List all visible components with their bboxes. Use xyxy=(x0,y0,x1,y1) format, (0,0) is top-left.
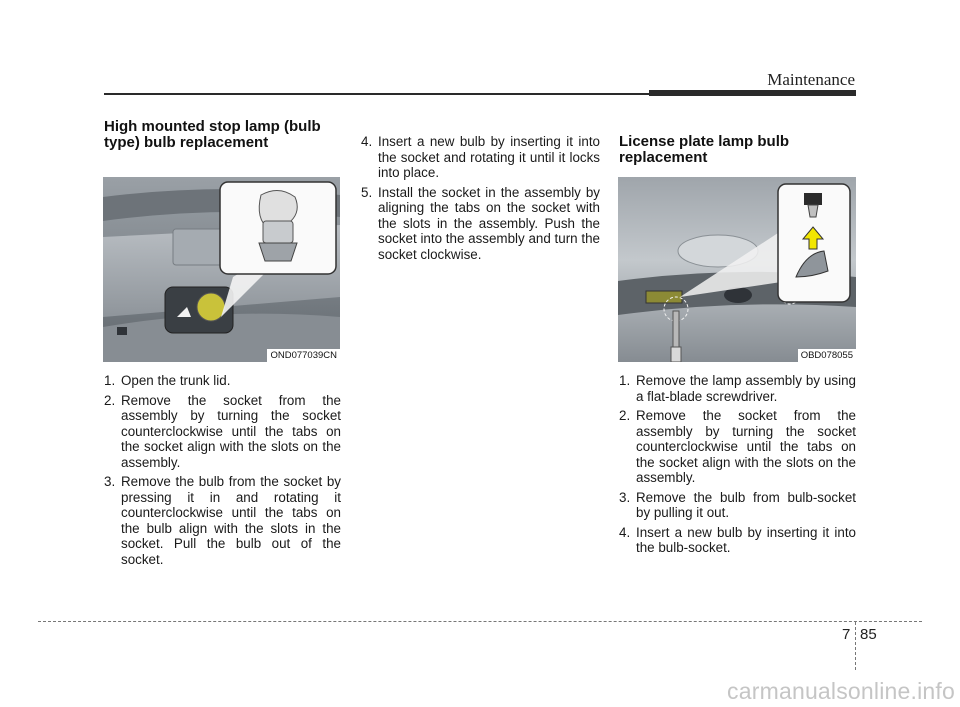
step-number: 1. xyxy=(104,373,116,388)
right-heading xyxy=(619,134,859,166)
chapter-number: 7 xyxy=(842,626,851,643)
license-lamp-figure xyxy=(618,177,856,362)
step-number: 5. xyxy=(361,184,373,200)
step-text: Insert a new bulb by inserting it into the bulb-socket. xyxy=(636,524,856,555)
header-rule-accent xyxy=(649,90,856,96)
left-heading-line1: High mounted stop lamp (bulb xyxy=(104,118,321,135)
step-number: 4. xyxy=(619,524,631,540)
license-lamp-illustration xyxy=(618,177,856,362)
list-item xyxy=(361,185,600,263)
left-steps xyxy=(104,373,341,571)
figure-code: OBD078055 xyxy=(798,349,856,362)
step-text: Insert a new bulb by inserting it into the socket and rotating it until it locks into place. xyxy=(378,134,600,180)
step-number: 2. xyxy=(104,392,116,408)
left-heading-line2: type) bulb replacement xyxy=(104,134,269,151)
list-item xyxy=(619,408,856,486)
footer-divider xyxy=(855,622,856,670)
step-text: Open the trunk lid. xyxy=(121,373,231,388)
watermark: carmanualsonline.info xyxy=(727,678,955,704)
figure-code: OND077039CN xyxy=(267,349,340,362)
list-item xyxy=(104,393,341,471)
step-text: Install the socket in the assembly by aligning the tabs on the socket with the slots in the assembly. Push the socket into the assembly and turn the socket clockwise. xyxy=(378,184,600,262)
list-item xyxy=(361,134,600,181)
list-item xyxy=(619,525,856,556)
footer-rule xyxy=(38,621,922,622)
step-text: Remove the bulb from the socket by pressing it in and rotating it counterclockwise until the tabs on the bulb align with the slots in the socket. Pull the bulb out of the socket. xyxy=(121,474,341,567)
step-number: 3. xyxy=(104,474,116,489)
step-number: 1. xyxy=(619,373,631,388)
right-steps xyxy=(619,373,856,560)
step-number: 2. xyxy=(619,408,631,423)
right-heading-line2: replacement xyxy=(619,149,708,166)
middle-steps xyxy=(361,134,600,266)
list-item xyxy=(619,490,856,521)
list-item xyxy=(619,373,856,404)
step-text: Remove the lamp assembly by using a flat-blade screwdriver. xyxy=(636,373,856,404)
step-number: 3. xyxy=(619,489,631,505)
right-heading-line1: License plate lamp bulb xyxy=(619,133,790,150)
stop-lamp-illustration xyxy=(103,177,340,362)
list-item xyxy=(104,373,341,389)
step-text: Remove the socket from the assembly by turning the socket counterclockwise until the tabs on the socket align with the slots on the assembly. xyxy=(636,408,856,485)
step-text: Remove the socket from the assembly by turning the socket counterclockwise until the tabs on the socket align with the slots on the assembly. xyxy=(121,392,341,470)
step-text: Remove the bulb from bulb-socket by pulling it out. xyxy=(636,489,856,520)
header-rule xyxy=(104,93,649,95)
step-number: 4. xyxy=(361,134,373,149)
stop-lamp-figure xyxy=(103,177,340,362)
page-number: 85 xyxy=(860,626,877,643)
list-item xyxy=(104,474,341,567)
left-heading xyxy=(104,119,344,151)
section-title: Maintenance xyxy=(767,70,855,89)
